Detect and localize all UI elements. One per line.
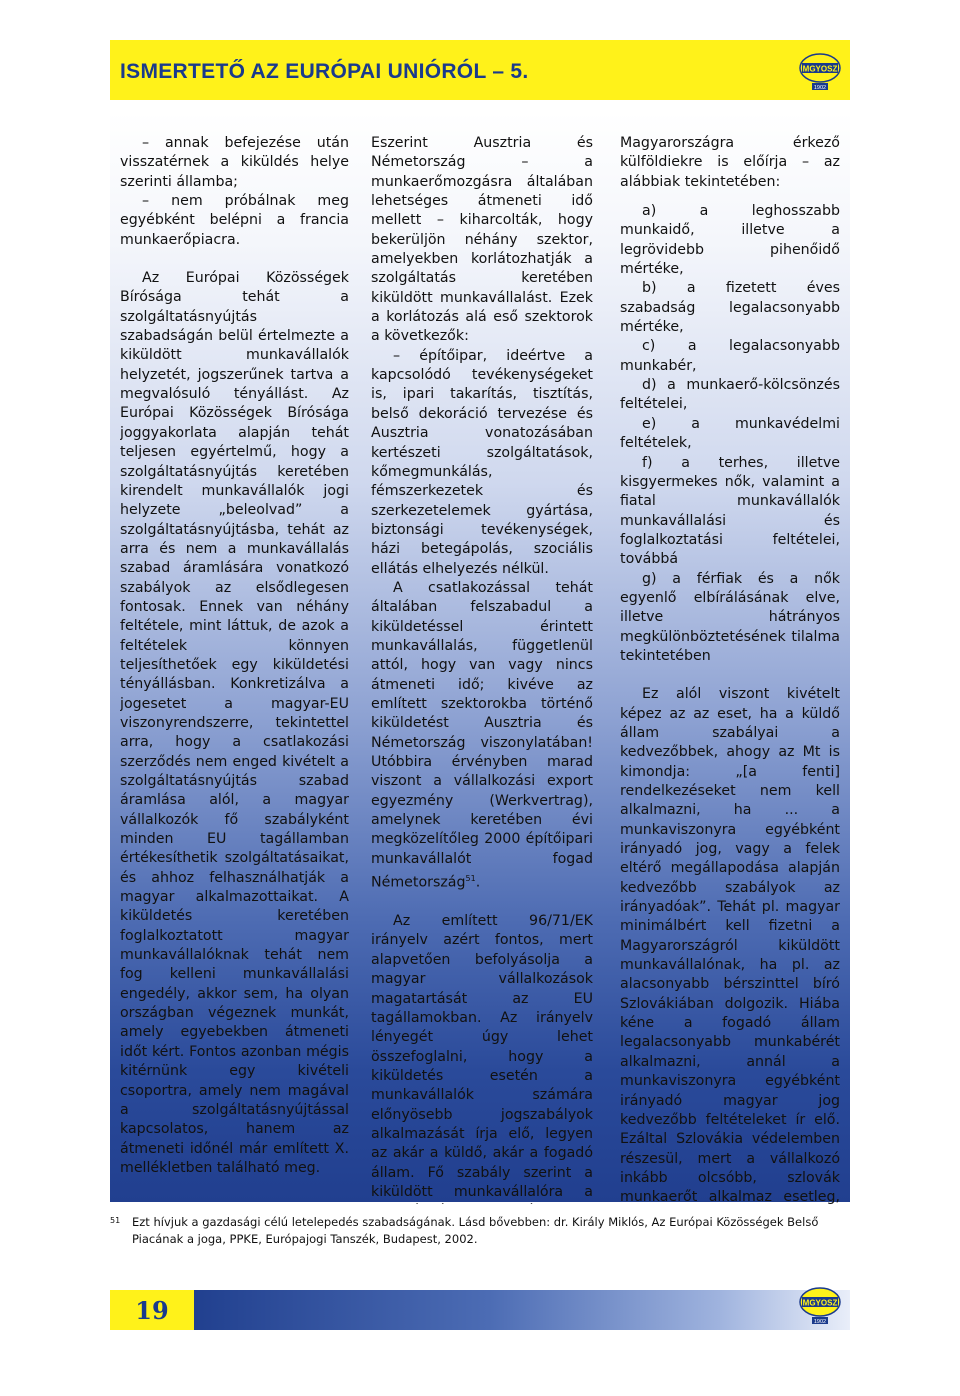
list-item: c) a legalacsonyabb munkabér, xyxy=(620,338,840,374)
logo-text: MGYOSZ xyxy=(802,64,838,74)
text-column-3 xyxy=(620,134,840,1204)
list-item: f) a terhes, illetve kisgyermekes nők, valamint a fiatal munkavállalók munkavállalási és foglalkoztatási feltételei, továbbá xyxy=(620,454,840,568)
logo-text: MGYOSZ xyxy=(802,1298,838,1308)
paragraph-end: . xyxy=(475,874,481,891)
paragraph: Eszerint Ausztria és Németország – a munkaerőmozgásra általában lehetséges átmeneti idő mellett – kiharcolták, hogy bekerüljön néhány szektor, amelyekben korlátozhatják a szolgáltatás keretében kiküldött munkavállalást. Ezek a korlátozás alá eső szektorok a következők: xyxy=(371,135,593,345)
paragraph-text: A csatlakozással tehát általában felszabadul a kiküldetéssel érintett munkavállalás, függetlenül attól, hogy van vagy nincs átmeneti idő; kivéve az említett szektorokba történő kiküldetést Ausztria és Németország viszonylatában! Utóbbira érvényben marad viszont a vállalkozási export egyezmény (Werkvertrag), amelynek keretében évi megközelítőleg 2000 építőipari munkavállalót fogad Németország xyxy=(371,579,593,891)
paragraph: Az Európai Közösségek Bírósága tehát a szolgáltatásnyújtás szabadságán belül értelmezte a kiküldött munkavállalók helyzetét, jogszerűnek tartva a megvalósuló tényállást. Az Európai Közösségek Bírósága joggyakorlata alapján tehát teljesen egyértelmű, hogy a szolgáltatásnyújtás keretében kirendelt munkavállalók jogi helyzete „beleolvad” a szolgáltatásnyújtásba, tehát az arra és nem a munkavállalás szabad áramlására vonatkozó szabályok az elsődlegesen fontosak. Ennek van néhány feltétele, mint láttuk, de azok a feltételek könnyen teljesíthetőek egy kiküldetési tényállásban. Konkretizálva a jogesetet a magyar-EU viszonyrendszerre, tekintettel arra, hogy a csatlakozási szerződés nem enged kivételt a szolgáltatásnyújtás szabad áramlása alól, a magyar vállalkozók fő szabályként minden EU tagállamban értékesíthetik szolgáltatásaikat, és ahhoz felhasználhatják a magyar alkalmazottaikat. A kiküldetés keretében foglalkoztatott magyar munkavállalóknak tehát nem fog kelleni munkavállalási engedély, akkor sem, ha olyan országban végeznek munkát, amely egyebekben átmeneti időt kért. Fontos azonban mégis kitérnünk egy kivételi csoportra, amely nem magával a szolgáltatásnyújtással kapcsolatos, hanem az átmeneti időnél már említett X. mellékletben található meg. xyxy=(120,270,349,1176)
article-body xyxy=(110,112,850,1202)
list-item: g) a férfiak és a nők egyenlő elbírálásának elve, illetve hátrányos megkülönböztetésének tilalma tekintetében xyxy=(620,570,840,664)
paragraph-with-footnote xyxy=(371,579,593,893)
list-item: b) a fizetett éves szabadság legalacsonyabb mértéke, xyxy=(620,280,840,336)
footnote xyxy=(110,1214,830,1248)
mgyosz-logo-footer xyxy=(796,1282,844,1326)
page-number: 19 xyxy=(135,1296,169,1325)
logo-year: 1902 xyxy=(813,85,827,91)
footer-gradient-bar xyxy=(194,1290,850,1330)
footnote-reference[interactable]: 51 xyxy=(465,874,476,884)
list-item: d) a munkaerő-kölcsönzés feltételei, xyxy=(620,377,840,413)
list-item: a) a leghosszabb munkaidő, illetve a legrövidebb pihenőidő mértéke, xyxy=(620,203,840,278)
logo-year: 1902 xyxy=(813,1319,827,1325)
list-item: e) a munkavédelmi feltételek, xyxy=(620,415,840,452)
mgyosz-logo-icon xyxy=(796,1282,844,1326)
paragraph: Az említett 96/71/EK irányelv azért fontos, mert alapvetően befolyásolja a magyar vállalkozások magatartását az EU tagállamokban. Az irányelv lényegét úgy lehet összefoglalni, hogy a kiküldetés esetén a munkavállalók számára előnyösebb jogszabályok alkalmazását írja elő, legyen az akár a küldő, akár a fogadó állam. Fő szabály szerint a kiküldött munkavállalóra a xyxy=(371,913,593,1200)
text-column-2 xyxy=(371,134,593,1204)
page-title: ISMERTETŐ AZ EURÓPAI UNIÓRÓL – 5. xyxy=(120,60,529,83)
footnote-mark: 51 xyxy=(110,1216,121,1225)
paragraph: – nem próbálnak meg egyébként belépni a francia munkaerőpiacra. xyxy=(120,193,349,248)
paragraph: Magyarországra érkező külföldiekre is előírja – az alábbiak tekintetében: xyxy=(620,135,840,190)
mgyosz-logo-icon xyxy=(796,48,844,92)
paragraph: – annak befejezése után visszatérnek a kiküldés helye szerinti államba; xyxy=(120,135,349,190)
text-column-1 xyxy=(120,134,349,1204)
footnote-text: Ezt hívjuk a gazdasági célú letelepedés szabadságának. Lásd bővebben: dr. Király Miklós, Az Európai Közösségek Belső Piacának a joga, PPKE, Európajogi Tanszék, Budapest, 2002. xyxy=(132,1215,819,1246)
page-number-box xyxy=(110,1290,194,1330)
paragraph: – építőipar, ideértve a kapcsolódó tevékenységeket is, ipari takarítás, tisztítás, belső dekoráció tervezése és Ausztria vonatozásában kertészeti szolgáltatások, kőmegmunkálás, fémszerkezetek és szerkezetelemek gyártása, biztonsági tevékenységek, házi betegápolás, szociális ellátás elhelyezés nélkül. xyxy=(371,347,593,577)
header-bar xyxy=(110,40,850,100)
mgyosz-logo xyxy=(796,48,844,92)
paragraph: Ez alól viszont kivételt képez az az eset, ha a küldő állam szabályai a kedvezőbbek, ahogy az Mt is kimondja: „[a fenti] rendelkezéseket nem kell alkalmazni, ha ... a munkaviszonyra egyébként irányadó jog, vagy a felek eltérő megállapodása alapján kedvezőbb szabályok az irányadóak”. Tehát pl. magyar minimálbért kell fizetni a Magyarországról kiküldött munkavállalónak, ha pl. az alacsonyabb bérszinttel bíró Szlovákiában dolgozik. Hiába kéne a fogadó állam legalacsonyabb munkabérét alkalmazni, annál a munkaviszonyra egyébként irányadó magyar jog kedvezőbb feltételeket ír elő. Ezáltal Szlovákia védelemben részesül, mert a vállalkozó inkább olcsóbb, szlovák munkaerőt alkalmaz esetleg, xyxy=(620,686,840,1204)
